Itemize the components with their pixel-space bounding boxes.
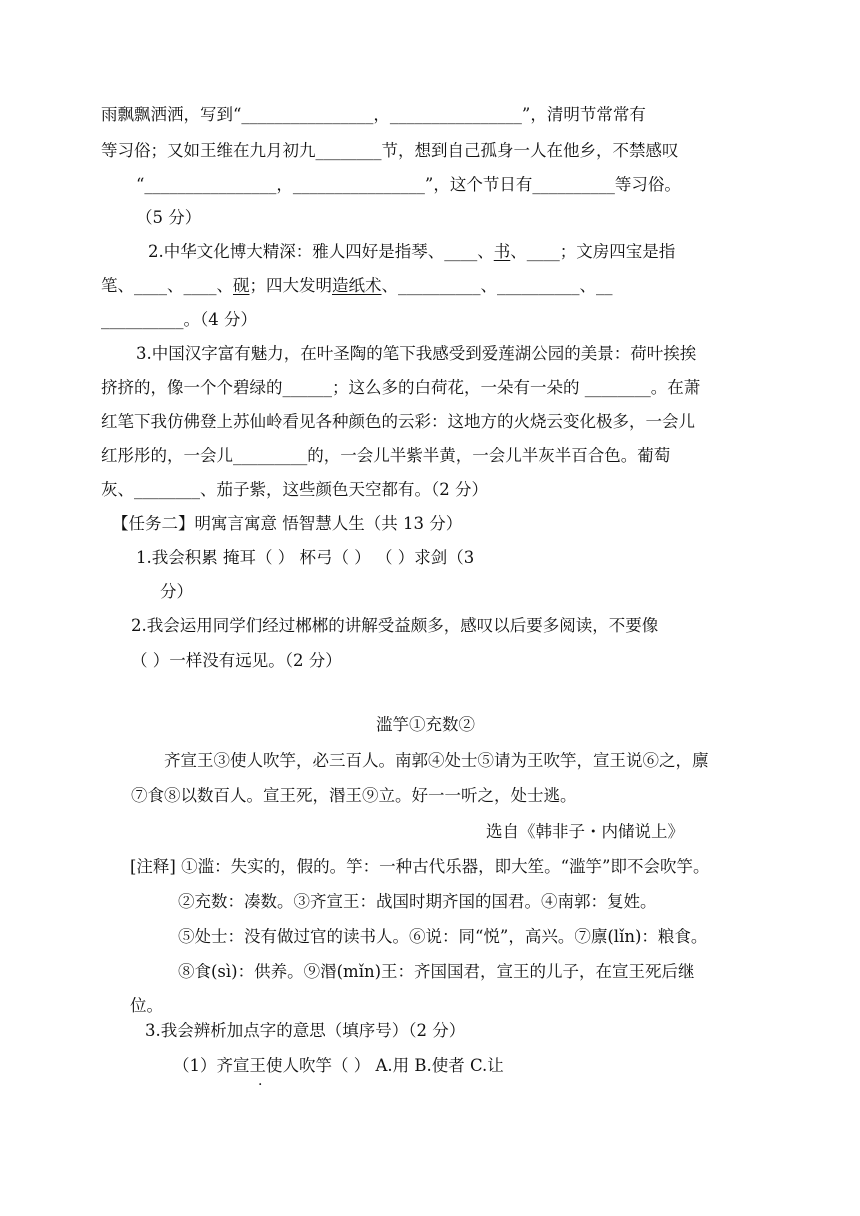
task2-q3-item-1: （1）齐宣王使人吹竽（ ） A.用 B.使者 C.让 (173, 1056, 504, 1075)
task2-q2-line-2: （ ）一样没有远见。（2 分） (131, 651, 342, 670)
q2-line-1-post: 、____；文房四宝是指 (510, 242, 676, 261)
passage-line-2: ⑦食⑧以数百人。宣王死，湣王⑨立。好一一听之，处士逃。 (131, 786, 577, 805)
q2-line-1 (148, 240, 675, 264)
q1-line-3: “________________，________________”，这个节日有__________等习俗。 (136, 175, 681, 194)
note-line-1: [注释] ①滥：失实的，假的。竽：一种古代乐器，即大笙。“滥竽”即不会吹竽。 (130, 857, 710, 876)
q1-line-1: 雨飘飘洒洒，写到“________________，________________”，清明节常常有 (101, 105, 646, 124)
note-line-5: 位。 (130, 996, 163, 1015)
q2-line-2 (101, 274, 613, 298)
q3-line-5: 灰、________、茄子紫，这些颜色天空都有。（2 分） (101, 480, 488, 499)
note-line-3: ⑤处士：没有做过官的读书人。⑥说：同“悦”，高兴。⑦廪(lǐn)：粮食。 (178, 927, 708, 946)
task2-q3-prompt: 3.我会辨析加点字的意思（填序号）（2 分） (145, 1021, 466, 1040)
passage-title: 滥竽①充数② (376, 715, 475, 734)
task2-header: 【任务二】明寓言寓意 悟智慧人生（共 13 分） (112, 514, 463, 533)
q3-line-4: 红彤彤的，一会儿_________的，一会儿半紫半黄，一会儿半灰半百合色。葡萄 (101, 446, 671, 465)
q2-answer-book: 书 (493, 242, 511, 261)
q2-line-2-post: 、__________、__________、__ (381, 276, 613, 295)
note-line-2: ②充数：凑数。③齐宣王：战国时期齐国的国君。④南郭：复姓。 (178, 892, 657, 911)
q2-line-1-pre: 2.中华文化博大精深：雅人四好是指琴、____、 (148, 242, 494, 261)
q3-line-3: 红笔下我仿佛登上苏仙岭看见各种颜色的云彩：这地方的火烧云变化极多，一会儿 (101, 412, 695, 431)
q2-line-2-mid: ；四大发明 (249, 276, 332, 295)
q3-line-1: 3.中国汉字富有魅力，在叶圣陶的笔下我感受到爱莲湖公园的美景：荷叶挨挨 (136, 344, 697, 363)
note-line-4: ⑧食(sì)：供养。⑨湣(mǐn)王：齐国国君，宣王的儿子，在宣王死后继 (178, 962, 695, 981)
q2-answer-paper: 造纸术 (332, 276, 382, 295)
task2-q1-line-1: 1.我会积累 掩耳（ ） 杯弓（ ） （ ）求剑（3 (136, 548, 475, 567)
q2-line-2-pre: 笔、____、____、 (101, 276, 233, 295)
q3-line-2: 挤挤的，像一个个碧绿的______；这么多的白荷花，一朵有一朵的 ________。在萧 (101, 378, 701, 397)
emphasis-dot: · (258, 1077, 263, 1093)
q2-answer-ink: 砚 (233, 276, 250, 295)
passage-source: 选自《韩非子・内储说上》 (486, 822, 684, 841)
q1-line-2: 等习俗；又如王维在九月初九________节，想到自己孤身一人在他乡，不禁感叹 (101, 141, 679, 160)
passage-line-1: 齐宣王③使人吹竽，必三百人。南郭④处士⑤请为王吹竽，宣王说⑥之，廪 (164, 751, 709, 770)
task2-q1-line-2: 分） (160, 582, 193, 601)
task2-q2-line-1: 2.我会运用同学们经过郴郴的讲解受益颇多，感叹以后要多阅读，不要像 (131, 616, 659, 635)
q1-score: （5 分） (136, 208, 202, 227)
q2-line-3: __________。（4 分） (101, 310, 257, 329)
